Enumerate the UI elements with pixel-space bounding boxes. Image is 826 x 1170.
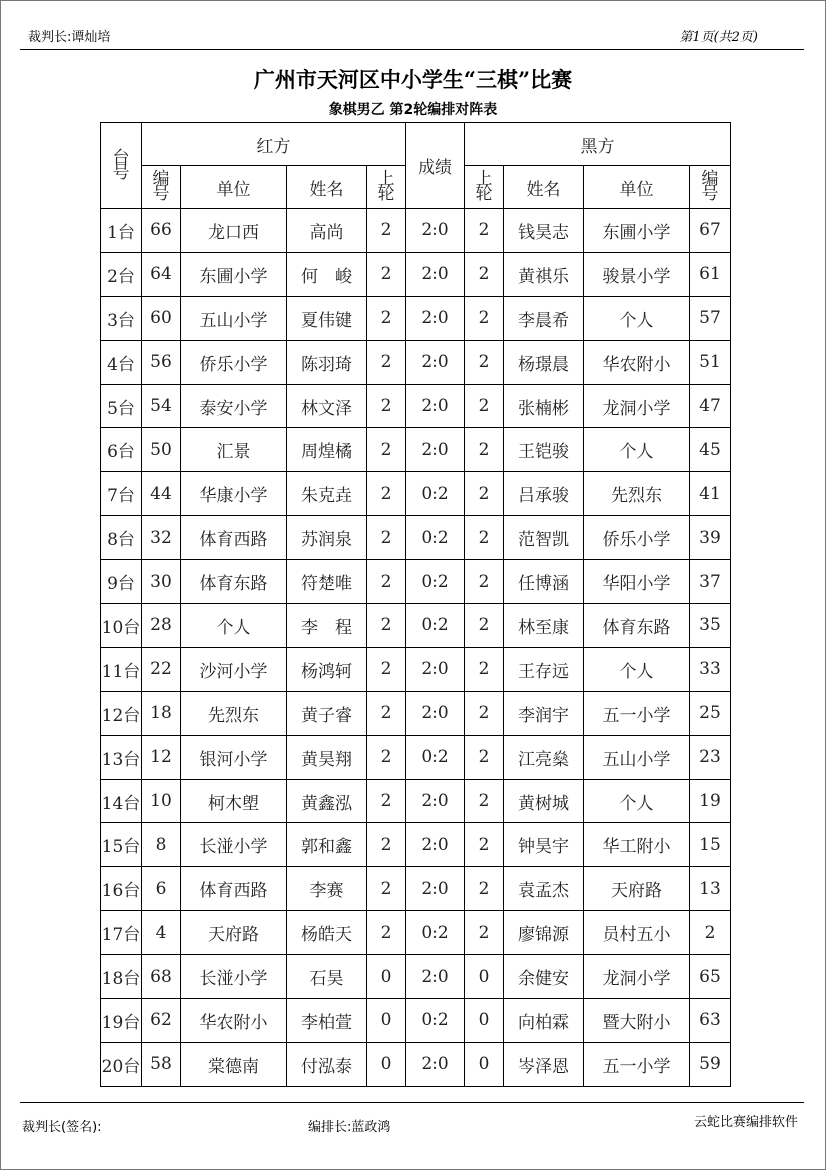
score-cell: 2:0 <box>406 296 465 340</box>
table-row <box>101 867 731 911</box>
black-last-cell: 2 <box>465 647 504 691</box>
red-name-cell: 杨皓天 <box>287 911 367 955</box>
red-no-cell: 58 <box>142 1042 181 1086</box>
red-name-cell: 李柏萱 <box>287 999 367 1043</box>
black-no-cell: 25 <box>690 691 731 735</box>
table-row <box>101 384 731 428</box>
black-name-cell: 江亮燊 <box>504 735 584 779</box>
black-name-cell: 余健安 <box>504 955 584 999</box>
black-name-cell: 任博涵 <box>504 560 584 604</box>
black-unit-cell: 体育东路 <box>584 604 690 648</box>
board-cell: 9台 <box>101 560 142 604</box>
black-no-cell: 57 <box>690 296 731 340</box>
red-no-cell: 62 <box>142 999 181 1043</box>
red-no-cell: 54 <box>142 384 181 428</box>
red-no-header: 编 号 <box>142 166 181 209</box>
score-cell: 2:0 <box>406 252 465 296</box>
black-last-cell: 2 <box>465 867 504 911</box>
red-last-cell: 2 <box>367 604 406 648</box>
table-row <box>101 647 731 691</box>
black-name-cell: 杨璟晨 <box>504 340 584 384</box>
red-unit-header: 单位 <box>181 166 287 209</box>
red-no-cell: 50 <box>142 428 181 472</box>
table-row <box>101 604 731 648</box>
board-cell: 13台 <box>101 735 142 779</box>
score-cell: 2:0 <box>406 867 465 911</box>
black-last-cell: 2 <box>465 209 504 253</box>
score-cell: 2:0 <box>406 384 465 428</box>
table-row <box>101 955 731 999</box>
red-no-cell: 60 <box>142 296 181 340</box>
black-last-cell: 2 <box>465 472 504 516</box>
table-row <box>101 472 731 516</box>
board-cell: 18台 <box>101 955 142 999</box>
board-cell: 2台 <box>101 252 142 296</box>
red-unit-cell: 体育东路 <box>181 560 287 604</box>
black-last-cell: 2 <box>465 428 504 472</box>
red-unit-cell: 天府路 <box>181 911 287 955</box>
col-board-header: 台 号 <box>101 123 142 209</box>
red-last-cell: 2 <box>367 560 406 604</box>
black-last-cell: 0 <box>465 1042 504 1086</box>
arranger: 编排长:蓝政鸿 <box>308 1120 391 1135</box>
red-name-cell: 林文泽 <box>287 384 367 428</box>
black-name-cell: 袁孟杰 <box>504 867 584 911</box>
red-name-cell: 黄昊翔 <box>287 735 367 779</box>
black-no-cell: 47 <box>690 384 731 428</box>
black-no-cell: 41 <box>690 472 731 516</box>
page-info: 第1页(共2页) <box>679 30 758 45</box>
black-no-cell: 2 <box>690 911 731 955</box>
red-no-cell: 44 <box>142 472 181 516</box>
red-unit-cell: 长湴小学 <box>181 955 287 999</box>
red-unit-cell: 棠德南 <box>181 1042 287 1086</box>
black-last-cell: 2 <box>465 735 504 779</box>
score-cell: 2:0 <box>406 1042 465 1086</box>
black-unit-cell: 华农附小 <box>584 340 690 384</box>
black-last-cell: 2 <box>465 340 504 384</box>
board-cell: 15台 <box>101 823 142 867</box>
black-no-header: 编 号 <box>690 166 731 209</box>
board-cell: 5台 <box>101 384 142 428</box>
red-name-cell: 黄鑫泓 <box>287 779 367 823</box>
red-unit-cell: 泰安小学 <box>181 384 287 428</box>
red-name-cell: 李 程 <box>287 604 367 648</box>
black-no-cell: 45 <box>690 428 731 472</box>
footer-rule <box>20 1102 804 1103</box>
black-name-cell: 黄祺乐 <box>504 252 584 296</box>
black-name-cell: 林至康 <box>504 604 584 648</box>
black-last-cell: 2 <box>465 604 504 648</box>
result-header: 成绩 <box>406 123 465 209</box>
board-cell: 19台 <box>101 999 142 1043</box>
red-name-cell: 付泓泰 <box>287 1042 367 1086</box>
black-name-cell: 向柏霖 <box>504 999 584 1043</box>
black-no-cell: 39 <box>690 516 731 560</box>
score-cell: 2:0 <box>406 340 465 384</box>
board-cell: 17台 <box>101 911 142 955</box>
black-name-cell: 王存远 <box>504 647 584 691</box>
table-row <box>101 691 731 735</box>
black-unit-header: 单位 <box>584 166 690 209</box>
software-credit: 云蛇比赛编排软件 <box>693 1115 798 1130</box>
black-last-cell: 2 <box>465 823 504 867</box>
red-no-cell: 12 <box>142 735 181 779</box>
red-last-cell: 2 <box>367 516 406 560</box>
red-no-cell: 8 <box>142 823 181 867</box>
table-row <box>101 999 731 1043</box>
page-title: 广州市天河区中小学生“三棋”比赛 <box>253 67 573 92</box>
table-row <box>101 340 731 384</box>
black-name-cell: 钟昊宇 <box>504 823 584 867</box>
board-cell: 4台 <box>101 340 142 384</box>
score-cell: 0:2 <box>406 560 465 604</box>
black-unit-cell: 五一小学 <box>584 691 690 735</box>
score-cell: 2:0 <box>406 779 465 823</box>
red-unit-cell: 柯木塱 <box>181 779 287 823</box>
red-last-cell: 2 <box>367 823 406 867</box>
black-name-cell: 钱昊志 <box>504 209 584 253</box>
black-name-cell: 张楠彬 <box>504 384 584 428</box>
black-no-cell: 65 <box>690 955 731 999</box>
red-last-cell: 2 <box>367 384 406 428</box>
score-cell: 2:0 <box>406 823 465 867</box>
red-name-cell: 杨鸿轲 <box>287 647 367 691</box>
red-no-cell: 56 <box>142 340 181 384</box>
red-unit-cell: 银河小学 <box>181 735 287 779</box>
black-unit-cell: 五山小学 <box>584 735 690 779</box>
board-cell: 10台 <box>101 604 142 648</box>
board-cell: 7台 <box>101 472 142 516</box>
red-name-cell: 周煌橘 <box>287 428 367 472</box>
black-name-cell: 王铠骏 <box>504 428 584 472</box>
board-cell: 11台 <box>101 647 142 691</box>
table-row <box>101 823 731 867</box>
black-no-cell: 35 <box>690 604 731 648</box>
red-no-cell: 10 <box>142 779 181 823</box>
score-cell: 0:2 <box>406 911 465 955</box>
chief-judge-header: 裁判长:谭灿培 <box>28 30 111 45</box>
black-no-cell: 67 <box>690 209 731 253</box>
red-last-cell: 2 <box>367 209 406 253</box>
red-unit-cell: 五山小学 <box>181 296 287 340</box>
red-last-header: 上 轮 <box>367 166 406 209</box>
black-name-cell: 吕承骏 <box>504 472 584 516</box>
black-no-cell: 37 <box>690 560 731 604</box>
black-last-cell: 2 <box>465 779 504 823</box>
black-name-cell: 李晨希 <box>504 296 584 340</box>
black-name-cell: 廖锦源 <box>504 911 584 955</box>
table-row <box>101 428 731 472</box>
red-unit-cell: 华农附小 <box>181 999 287 1043</box>
red-no-cell: 22 <box>142 647 181 691</box>
table-row <box>101 735 731 779</box>
red-last-cell: 2 <box>367 911 406 955</box>
page-subtitle: 象棋男乙 第2轮编排对阵表 <box>328 102 498 118</box>
black-unit-cell: 个人 <box>584 779 690 823</box>
board-cell: 12台 <box>101 691 142 735</box>
red-name-cell: 石昊 <box>287 955 367 999</box>
red-last-cell: 2 <box>367 296 406 340</box>
black-unit-cell: 龙洞小学 <box>584 955 690 999</box>
black-unit-cell: 个人 <box>584 647 690 691</box>
red-name-cell: 夏伟键 <box>287 296 367 340</box>
red-name-cell: 高尚 <box>287 209 367 253</box>
red-name-cell: 符楚唯 <box>287 560 367 604</box>
black-last-cell: 2 <box>465 691 504 735</box>
red-last-cell: 2 <box>367 472 406 516</box>
table-row <box>101 516 731 560</box>
red-last-cell: 2 <box>367 779 406 823</box>
black-unit-cell: 个人 <box>584 296 690 340</box>
board-cell: 6台 <box>101 428 142 472</box>
red-last-cell: 2 <box>367 647 406 691</box>
black-unit-cell: 骏景小学 <box>584 252 690 296</box>
black-last-cell: 2 <box>465 252 504 296</box>
score-cell: 2:0 <box>406 428 465 472</box>
red-last-cell: 2 <box>367 428 406 472</box>
black-unit-cell: 华阳小学 <box>584 560 690 604</box>
red-unit-cell: 侨乐小学 <box>181 340 287 384</box>
chief-judge-signature: 裁判长(签名): <box>22 1120 102 1135</box>
red-last-cell: 0 <box>367 955 406 999</box>
red-name-cell: 李赛 <box>287 867 367 911</box>
header-rule <box>20 49 804 50</box>
score-cell: 2:0 <box>406 691 465 735</box>
red-no-cell: 64 <box>142 252 181 296</box>
black-no-cell: 23 <box>690 735 731 779</box>
red-unit-cell: 汇景 <box>181 428 287 472</box>
black-no-cell: 63 <box>690 999 731 1043</box>
black-name-cell: 岑泽恩 <box>504 1042 584 1086</box>
red-name-cell: 苏润泉 <box>287 516 367 560</box>
table-row <box>101 911 731 955</box>
red-last-cell: 2 <box>367 252 406 296</box>
black-side-header: 黑方 <box>465 123 731 166</box>
red-no-cell: 30 <box>142 560 181 604</box>
black-unit-cell: 暨大附小 <box>584 999 690 1043</box>
red-unit-cell: 体育西路 <box>181 516 287 560</box>
black-unit-cell: 华工附小 <box>584 823 690 867</box>
red-no-cell: 66 <box>142 209 181 253</box>
red-unit-cell: 个人 <box>181 604 287 648</box>
black-no-cell: 19 <box>690 779 731 823</box>
red-name-header: 姓名 <box>287 166 367 209</box>
red-name-cell: 黄子睿 <box>287 691 367 735</box>
red-unit-cell: 体育西路 <box>181 867 287 911</box>
red-no-cell: 28 <box>142 604 181 648</box>
red-no-cell: 6 <box>142 867 181 911</box>
red-last-cell: 0 <box>367 1042 406 1086</box>
black-name-cell: 范智凯 <box>504 516 584 560</box>
board-cell: 1台 <box>101 209 142 253</box>
table-row <box>101 560 731 604</box>
red-unit-cell: 龙口西 <box>181 209 287 253</box>
black-unit-cell: 个人 <box>584 428 690 472</box>
board-cell: 8台 <box>101 516 142 560</box>
score-cell: 0:2 <box>406 472 465 516</box>
red-unit-cell: 先烈东 <box>181 691 287 735</box>
black-no-cell: 59 <box>690 1042 731 1086</box>
black-no-cell: 33 <box>690 647 731 691</box>
red-name-cell: 陈羽琦 <box>287 340 367 384</box>
black-last-cell: 2 <box>465 384 504 428</box>
score-cell: 2:0 <box>406 647 465 691</box>
black-unit-cell: 东圃小学 <box>584 209 690 253</box>
red-name-cell: 郭和鑫 <box>287 823 367 867</box>
black-no-cell: 15 <box>690 823 731 867</box>
black-name-cell: 李润宇 <box>504 691 584 735</box>
red-last-cell: 2 <box>367 691 406 735</box>
red-no-cell: 32 <box>142 516 181 560</box>
black-unit-cell: 侨乐小学 <box>584 516 690 560</box>
black-last-cell: 2 <box>465 560 504 604</box>
score-cell: 0:2 <box>406 516 465 560</box>
table-row <box>101 1042 731 1086</box>
red-unit-cell: 东圃小学 <box>181 252 287 296</box>
table-row <box>101 252 731 296</box>
score-cell: 0:2 <box>406 604 465 648</box>
score-cell: 0:2 <box>406 999 465 1043</box>
table-row <box>101 209 731 253</box>
red-name-cell: 何 峻 <box>287 252 367 296</box>
black-no-cell: 51 <box>690 340 731 384</box>
black-last-cell: 2 <box>465 296 504 340</box>
score-cell: 2:0 <box>406 955 465 999</box>
red-unit-cell: 华康小学 <box>181 472 287 516</box>
black-last-cell: 0 <box>465 999 504 1043</box>
red-no-cell: 18 <box>142 691 181 735</box>
red-last-cell: 2 <box>367 735 406 779</box>
black-no-cell: 13 <box>690 867 731 911</box>
red-last-cell: 2 <box>367 340 406 384</box>
score-cell: 0:2 <box>406 735 465 779</box>
black-last-header: 上 轮 <box>465 166 504 209</box>
red-last-cell: 0 <box>367 999 406 1043</box>
red-name-cell: 朱克垚 <box>287 472 367 516</box>
table-row <box>101 296 731 340</box>
red-unit-cell: 长湴小学 <box>181 823 287 867</box>
red-last-cell: 2 <box>367 867 406 911</box>
red-no-cell: 68 <box>142 955 181 999</box>
board-cell: 14台 <box>101 779 142 823</box>
board-cell: 3台 <box>101 296 142 340</box>
black-name-header: 姓名 <box>504 166 584 209</box>
black-unit-cell: 员村五小 <box>584 911 690 955</box>
black-unit-cell: 五一小学 <box>584 1042 690 1086</box>
black-last-cell: 2 <box>465 911 504 955</box>
black-unit-cell: 天府路 <box>584 867 690 911</box>
red-unit-cell: 沙河小学 <box>181 647 287 691</box>
table-row <box>101 779 731 823</box>
red-side-header: 红方 <box>142 123 406 166</box>
black-last-cell: 2 <box>465 516 504 560</box>
black-last-cell: 0 <box>465 955 504 999</box>
black-no-cell: 61 <box>690 252 731 296</box>
board-cell: 20台 <box>101 1042 142 1086</box>
board-cell: 16台 <box>101 867 142 911</box>
black-unit-cell: 先烈东 <box>584 472 690 516</box>
red-no-cell: 4 <box>142 911 181 955</box>
black-unit-cell: 龙洞小学 <box>584 384 690 428</box>
black-name-cell: 黄树城 <box>504 779 584 823</box>
pairing-table <box>100 122 731 1087</box>
score-cell: 2:0 <box>406 209 465 253</box>
